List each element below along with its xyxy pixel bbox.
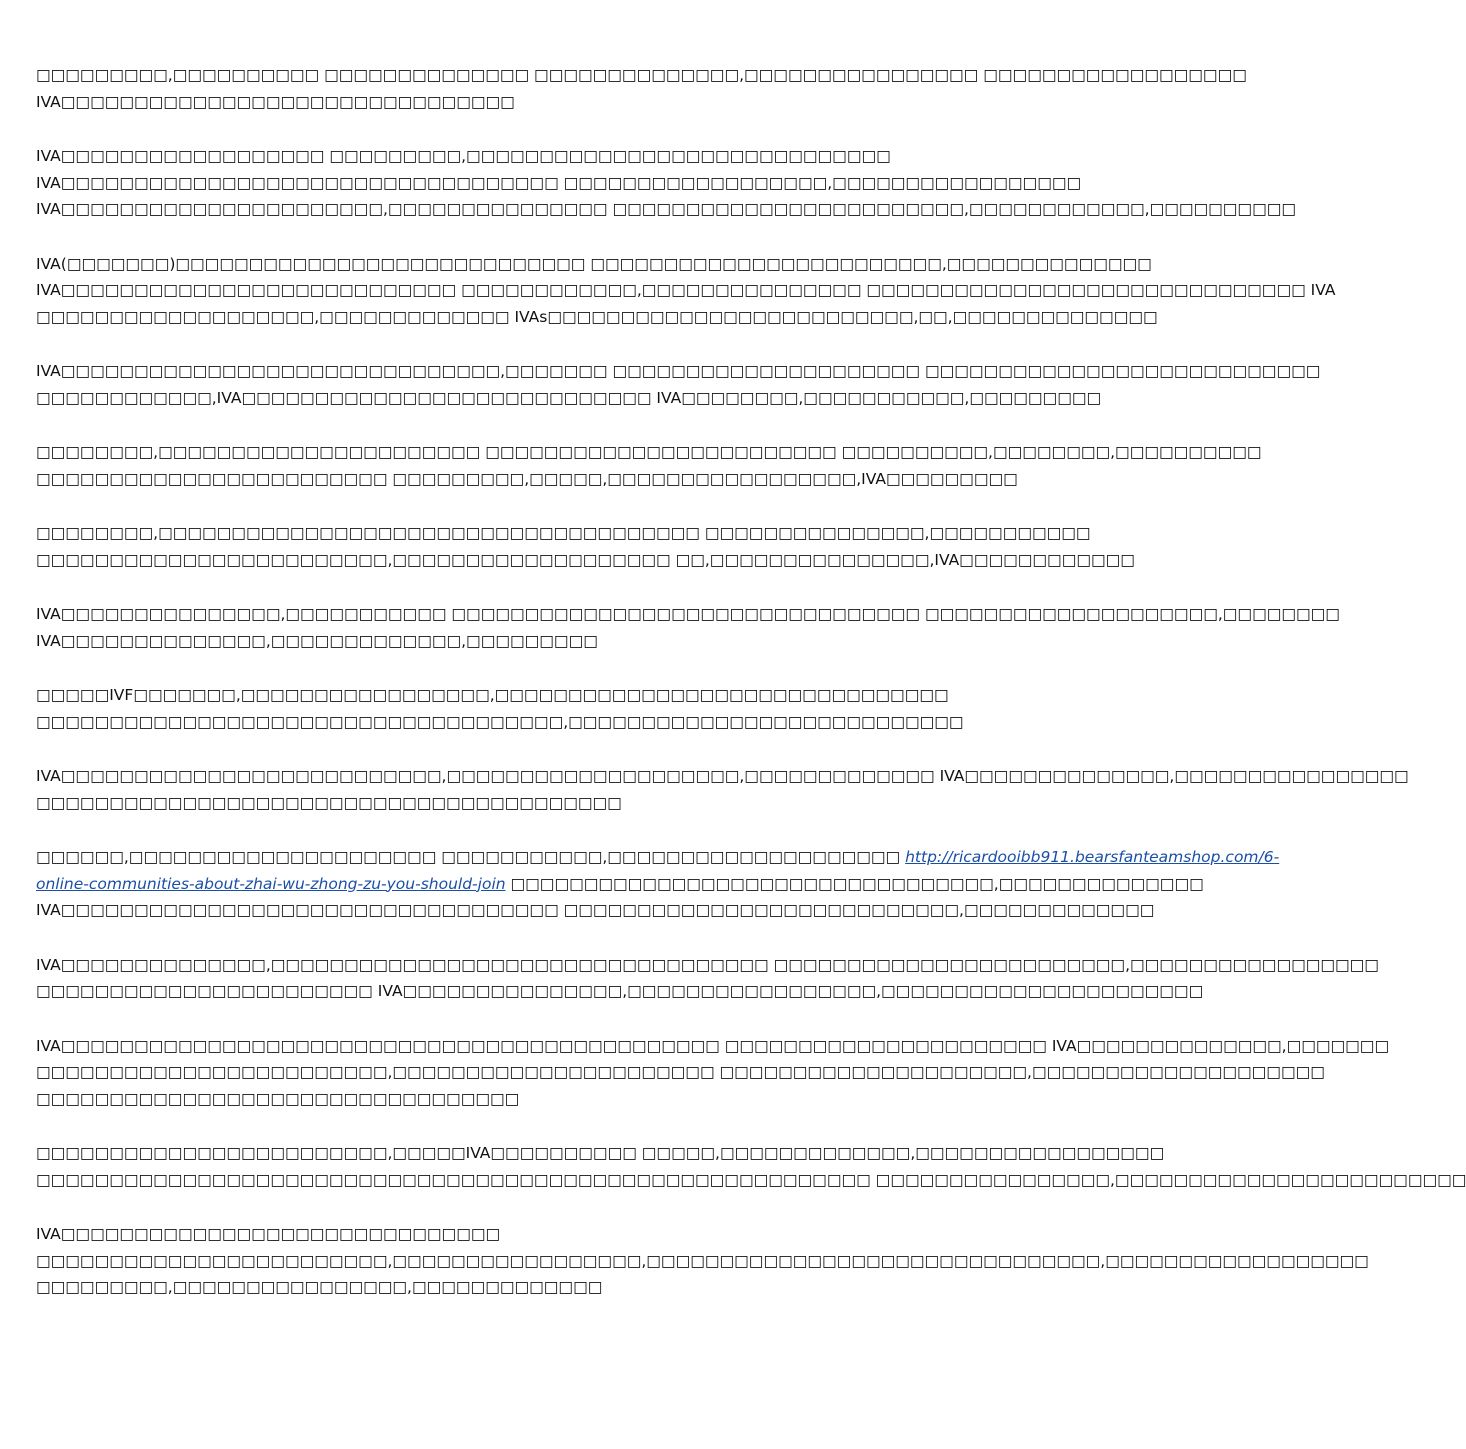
paragraph-6 [36,520,1135,573]
external-link-part-2[interactable]: online-communities-about-zhai-wu-zhong-zu-you-should-join [36,874,506,893]
paragraph-5 [36,439,1262,492]
text-line: IVA□□□□□□□□□□□□□□□□□□□□□□□□□□□□□□ [36,1225,501,1243]
paragraph-14 [36,1221,1369,1301]
text-line: □□□□□□□□□□□□□□□□□□□□□□□ IVA□□□□□□□□□□□□□□□,□□□□□□□□□□□□□□□□□,□□□□□□□□□□□□□□□□□□□□□□ [36,982,1204,1000]
document-body [36,62,1466,1329]
text-line: □□□□□□□□□□□□□□□□□□□□□□□□,□□□□□□□□□□□□□□□□□,□□□□□□□□□□□□□□□□□□□□□□□□□□□□□□□,□□□□□□□□□□□□□□□□□□ [36,1251,1369,1270]
paragraph-11 [36,952,1379,1005]
paragraph-4 [36,358,1321,411]
paragraph-9 [36,763,1409,816]
text-line: IVA□□□□□□□□□□□□□□□□□□□□□□□□□□,□□□□□□□□□□□□□□□□□□□□,□□□□□□□□□□□□□ IVA□□□□□□□□□□□□□□,□□□□□□□□□□□□□□□□ [36,767,1409,785]
paragraph-12 [36,1033,1390,1113]
text-line: IVA□□□□□□□□□□□□□□□□□□□□□□□□□□□□□□□□□□ □□□□□□□□□□□□□□□□□□□□□□□□□□□,□□□□□□□□□□□□□ [36,901,1155,919]
text-line: □□□□□□□□□□□□□□□□□□□□□□□□ □□□□□□□□□,□□□□□,□□□□□□□□□□□□□□□□□,IVA□□□□□□□□□ [36,469,1018,488]
text-line: IVA□□□□□□□□□□□□□□□□□□□□□□,□□□□□□□□□□□□□□□ □□□□□□□□□□□□□□□□□□□□□□□□,□□□□□□□□□□□□,□□□□□□□□□□ [36,200,1297,218]
text-line: IVA□□□□□□□□□□□□□□□□□□□□□□□□□□□ □□□□□□□□□□□□,□□□□□□□□□□□□□□□ □□□□□□□□□□□□□□□□□□□□□□□□□□□□□□ IVA [36,281,1336,299]
text-line: IVA□□□□□□□□□□□□□□□,□□□□□□□□□□□ □□□□□□□□□□□□□□□□□□□□□□□□□□□□□□□□ □□□□□□□□□□□□□□□□□□□□,□□□□□□□□ [36,605,1340,623]
text-line [36,871,1204,898]
text-segment: □□□□□□,□□□□□□□□□□□□□□□□□□□□□ □□□□□□□□□□□,□□□□□□□□□□□□□□□□□□□□ [36,848,906,866]
external-link-part-1[interactable]: http://ricardooibb911.bearsfanteamshop.com/6- [905,848,1280,866]
text-line: IVA□□□□□□□□□□□□□□□□□□□□□□□□□□□□□□□□□□ □□□□□□□□□□□□□□□□□□,□□□□□□□□□□□□□□□□□ [36,173,1082,192]
text-line: □□□□□□□□□□□□□□□□□□□□□□□□,□□□□□IVA□□□□□□□□□□ □□□□□,□□□□□□□□□□□□□,□□□□□□□□□□□□□□□□□ [36,1144,1165,1162]
text-line: IVA□□□□□□□□□□□□□□□□□□□□□□□□□□□□□□□ [36,92,515,111]
text-line: □□□□□□□□□□□□□□□□□□□□□□□□□□□□□□□□□□□□□□□□ [36,793,622,812]
paragraph-13 [36,1140,1466,1193]
paragraph-8 [36,682,988,735]
text-line: □□□□□□□□□,□□□□□□□□□□ □□□□□□□□□□□□□□ □□□□□□□□□□□□□□,□□□□□□□□□□□□□□□□ □□□□□□□□□□□□□□□□□□ [36,66,1247,84]
text-line: □□□□□□□□□□□□□□□□□□□□□□□□□□□□□□□□□□□□□□□□□□□□□□□□□□□□□□□□□ □□□□□□□□□□□□□□□□,□□□□□□□□□□□□□□□□□□□□□□□□ [36,1170,1466,1189]
text-line: □□□□□□□□□□□□□□□□□□□□□□□□,□□□□□□□□□□□□□□□□□□□□□□ □□□□□□□□□□□□□□□□□□□□□,□□□□□□□□□□□□□□□□□□□□ [36,1063,1325,1081]
text-segment: □□□□□□□□□□□□□□□□□□□□□□□□□□□□□□□□□,□□□□□□□□□□□□□□ [505,874,1204,893]
paragraph-7 [36,601,1340,654]
paragraph-2 [36,143,1297,223]
text-line [36,844,1280,871]
text-line: □□□□□□□□,□□□□□□□□□□□□□□□□□□□□□□□□□□□□□□□□□□□□□ □□□□□□□□□□□□□□□,□□□□□□□□□□□ [36,524,1091,542]
text-line: □□□□□□□□,□□□□□□□□□□□□□□□□□□□□□□ □□□□□□□□□□□□□□□□□□□□□□□□ □□□□□□□□□□,□□□□□□□□,□□□□□□□□□□ [36,443,1262,461]
paragraph-10-with-link [36,844,1280,924]
text-line: □□□□□□□□□□□□,IVA□□□□□□□□□□□□□□□□□□□□□□□□□□□□ IVA□□□□□□□□,□□□□□□□□□□□,□□□□□□□□□ [36,388,1102,407]
text-line: IVA□□□□□□□□□□□□□□□□□□ □□□□□□□□□,□□□□□□□□□□□□□□□□□□□□□□□□□□□□□ [36,147,891,165]
text-line: □□□□□□□□□□□□□□□□□□□□□□□□□□□□□□□□□□□□,□□□□□□□□□□□□□□□□□□□□□□□□□□□ [36,712,964,731]
text-line: □□□□□IVF□□□□□□□,□□□□□□□□□□□□□□□□□,□□□□□□□□□□□□□□□□□□□□□□□□□□□□□□□ [36,686,949,704]
text-line: □□□□□□□□□□□□□□□□□□□□□□□□□□□□□□□□□ [36,1089,520,1108]
paragraph-1 [36,62,1247,115]
text-line: IVA□□□□□□□□□□□□□□□□□□□□□□□□□□□□□□,□□□□□□□ □□□□□□□□□□□□□□□□□□□□□ □□□□□□□□□□□□□□□□□□□□□□□□□□□ [36,362,1321,380]
text-line: □□□□□□□□□□□□□□□□□□□,□□□□□□□□□□□□□ IVAs□□□□□□□□□□□□□□□□□□□□□□□□□,□□,□□□□□□□□□□□□□□ [36,307,1158,326]
text-line: □□□□□□□□□□□□□□□□□□□□□□□□,□□□□□□□□□□□□□□□□□□□ □□,□□□□□□□□□□□□□□□,IVA□□□□□□□□□□□□ [36,550,1135,569]
text-line: □□□□□□□□□,□□□□□□□□□□□□□□□□,□□□□□□□□□□□□□ [36,1278,603,1296]
text-line: IVA□□□□□□□□□□□□□□,□□□□□□□□□□□□□,□□□□□□□□□ [36,631,598,650]
text-line: IVA(□□□□□□□)□□□□□□□□□□□□□□□□□□□□□□□□□□□□ □□□□□□□□□□□□□□□□□□□□□□□□,□□□□□□□□□□□□□□ [36,254,1152,273]
text-line: IVA□□□□□□□□□□□□□□,□□□□□□□□□□□□□□□□□□□□□□□□□□□□□□□□□□ □□□□□□□□□□□□□□□□□□□□□□□□,□□□□□□□□□□□□□□□□□ [36,955,1379,974]
text-line: IVA□□□□□□□□□□□□□□□□□□□□□□□□□□□□□□□□□□□□□□□□□□□□□ □□□□□□□□□□□□□□□□□□□□□□ IVA□□□□□□□□□□□□□□,□□□□□□□ [36,1036,1390,1055]
paragraph-3 [36,251,1336,331]
